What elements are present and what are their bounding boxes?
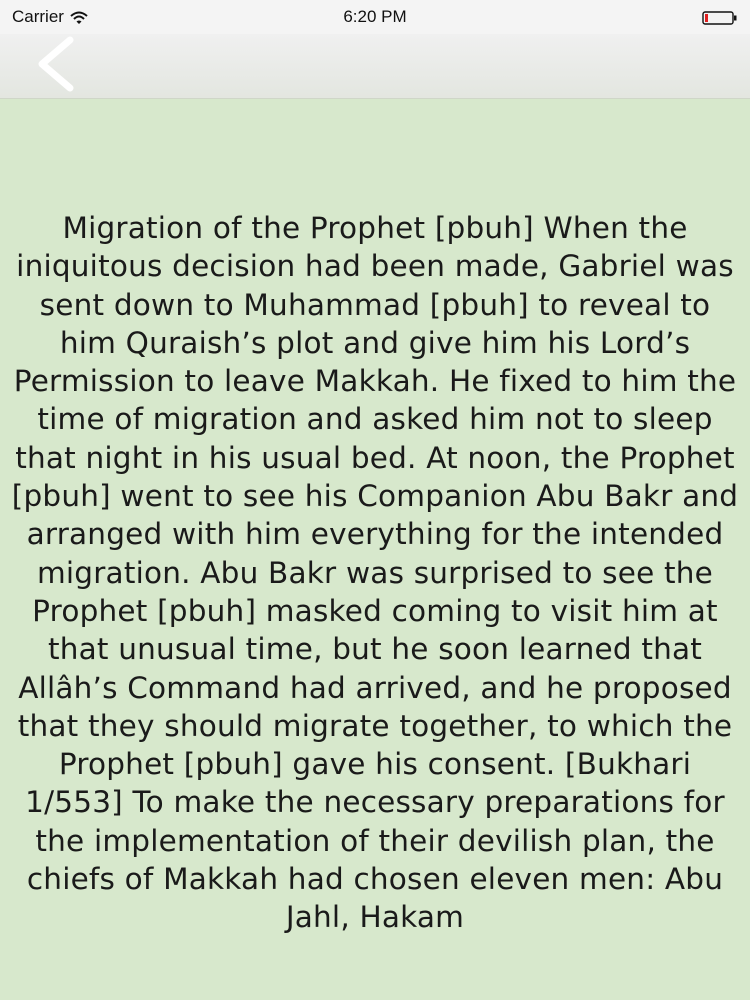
navigation-bar bbox=[0, 34, 750, 99]
battery-icon bbox=[702, 10, 738, 24]
status-bar bbox=[0, 0, 750, 34]
status-time: 6:20 PM bbox=[343, 7, 407, 26]
back-button[interactable] bbox=[26, 34, 96, 98]
article-body: Migration of the Prophet [pbuh] When the iniquitous decision had been made, Gabriel was sent down to Muhammad [pbuh] to reveal to him Quraish’s plot and give him his Lord’s Permission to leave Makkah. He fixed to him the time of migration and asked him not to sleep that night in his usual bed. At noon, the Prophet [pbuh] went to see his Companion Abu Bakr and arranged with him everything for the intended migration. Abu Bakr was surprised to see the Prophet [pbuh] masked coming to visit him at that unusual time, but he soon learned that Allâh’s Command had arrived, and he proposed that they should migrate together, to which the Prophet [pbuh] gave his consent. [Bukhari 1/553] To make the necessary preparations for the implementation of their devilish plan, the chiefs of Makkah had chosen eleven men: Abu Jahl, Hakam bbox=[11, 211, 739, 935]
article-scroll-view[interactable] bbox=[0, 99, 750, 1000]
carrier-label: Carrier bbox=[12, 7, 64, 26]
chevron-left-icon bbox=[26, 34, 96, 98]
